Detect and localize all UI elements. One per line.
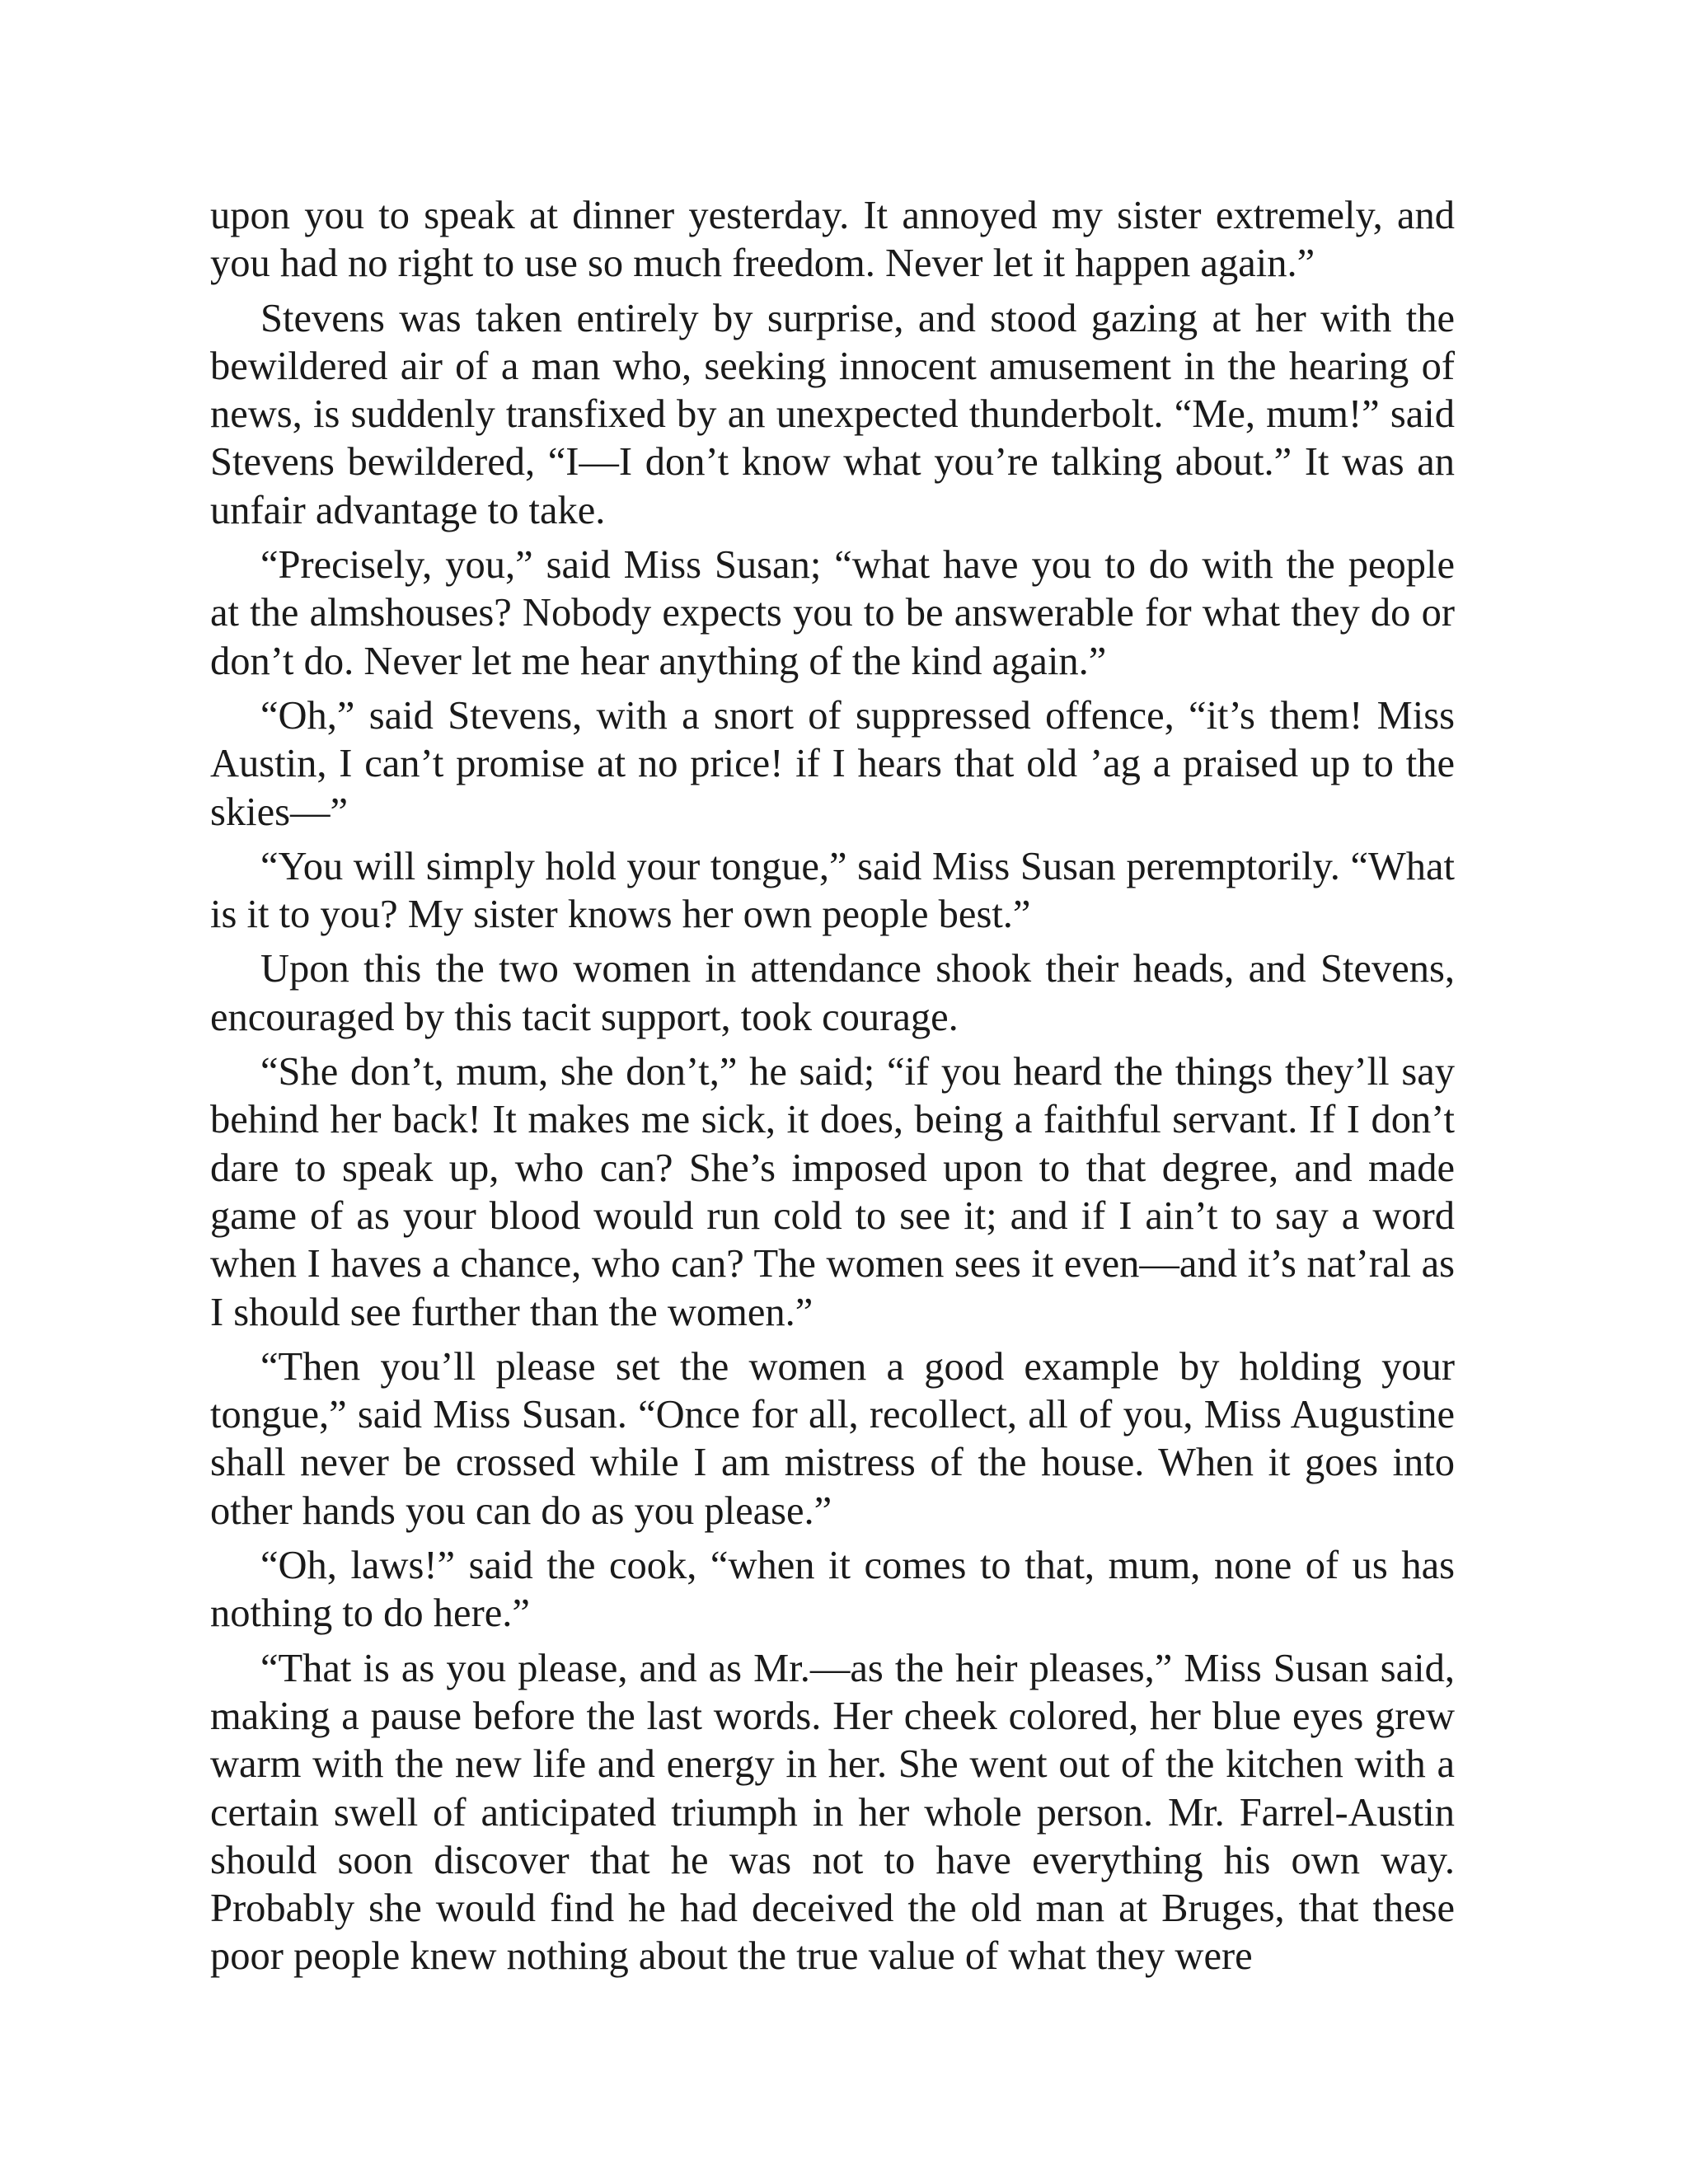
page-body — [210, 192, 1455, 1988]
paragraph: “Precisely, you,” said Miss Susan; “what have you to do with the people at the almshouses? Nobody expects you to be answerable for what they do or don’t do. Never let me hear anything of the kind again.” — [210, 543, 1455, 683]
paragraph: Upon this the two women in attendance shook their heads, and Stevens, encouraged by this tacit support, took courage. — [210, 947, 1455, 1039]
paragraph: “That is as you please, and as Mr.—as the heir pleases,” Miss Susan said, making a pause before the last words. Her cheek colored, her blue eyes grew warm with the new life and energy in her. She went out of the kitchen with a certain swell of anticipated triumph in her whole person. Mr. Farrel-Austin should soon discover that he was not to have everything his own way. Probably she would find he had deceived the old man at Bruges, that these poor people knew nothing about the true value of what they were — [210, 1646, 1455, 1979]
paragraph: “Oh, laws!” said the cook, “when it comes to that, mum, none of us has nothing to do here.” — [210, 1544, 1455, 1636]
paragraph: Stevens was taken entirely by surprise, and stood gazing at her with the bewildered air of a man who, seeking innocent amusement in the hearing of news, is suddenly transfixed by an unexpected thunderbolt. “Me, mum!” said Stevens bewildered, “I—I don’t know what you’re talking about.” It was an unfair advantage to take. — [210, 296, 1455, 532]
paragraph-continued: upon you to speak at dinner yesterday. It annoyed my sister extremely, and you had no right to use so much freedom. Never let it happen again.” — [210, 194, 1455, 286]
paragraph: “She don’t, mum, she don’t,” he said; “if you heard the things they’ll say behind her back! It makes me sick, it does, being a faithful servant. If I don’t dare to speak up, who can? She’s imposed upon to that degree, and made game of as your blood would run cold to see it; and if I ain’t to say a word when I haves a chance, who can? The women sees it even—and it’s nat’ral as I should see further than the women.” — [210, 1050, 1455, 1334]
paragraph: “Oh,” said Stevens, with a snort of suppressed offence, “it’s them! Miss Austin, I can’t promise at no price! if I hears that old ’ag a praised up to the skies—” — [210, 693, 1455, 834]
paragraph: “You will simply hold your tongue,” said Miss Susan peremptorily. “What is it to you? My sister knows her own people best.” — [210, 844, 1455, 937]
paragraph: “Then you’ll please set the women a good example by holding your tongue,” said Miss Susan. “Once for all, recollect, all of you, Miss Augustine shall never be crossed while I am mistress of the house. When it goes into other hands you can do as you please.” — [210, 1344, 1455, 1533]
